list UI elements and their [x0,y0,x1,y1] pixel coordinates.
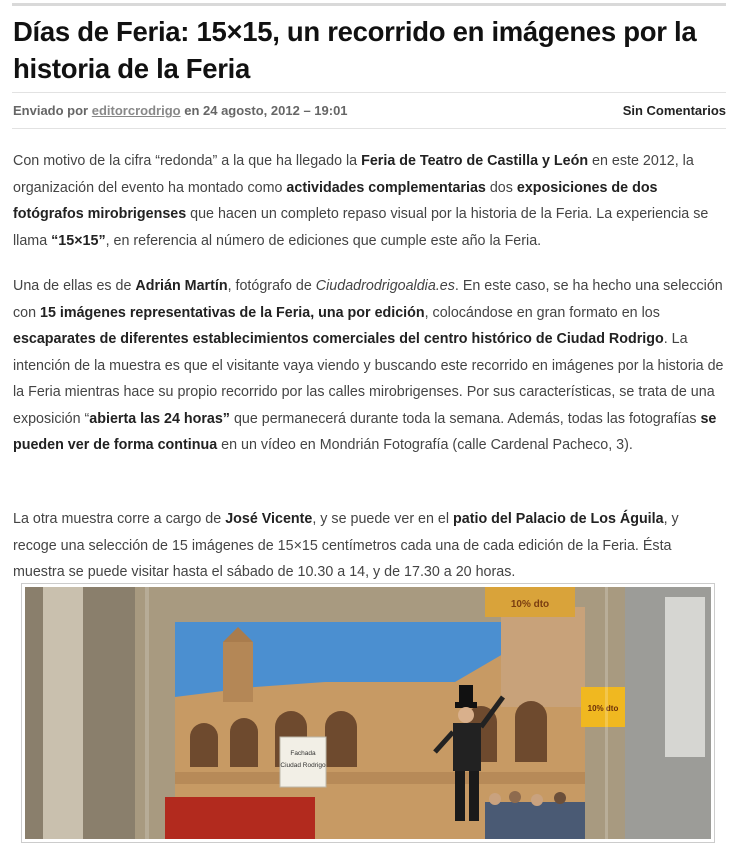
paragraph-1 [13,148,726,254]
text-run: La otra muestra corre a cargo de [13,511,226,527]
text-run: , colocándose en gran formato en los [424,304,660,321]
photo-discount-side: 10% dto [587,704,619,713]
text-run: Una de ellas es de [13,278,136,294]
bold-text: abierta las 24 horas” [89,410,230,427]
text-run: en este 2012, la organización del evento ha montado como [13,153,694,196]
article-photo-frame [21,583,715,843]
bold-text: José Vicente [225,511,313,527]
text-run: , fotógrafo de [227,278,316,294]
text-run: . La intención de la muestra es que el visitante vaya viendo y buscando este recorrido en imágenes por la historia de la Feria mientras hace su propio recorrido por las calles mirobrigenses. Por sus características, se trata de una exposición “ [13,331,724,427]
bold-text: Adrián Martín [135,278,228,294]
text-run: en un vídeo en Mondrián Fotografía (calle Cardenal Pacheco, 3). [217,437,633,453]
text-run: Con motivo de la cifra “redonda” a la que ha llegado la [13,153,362,169]
text-run: dos [485,179,517,196]
bold-text: actividades complementarias [286,179,486,196]
photo-sign-line-2: Ciudad Rodrigo [280,762,326,769]
bold-text: exposiciones de dos fotógrafos mirobrigenses [13,179,658,222]
bold-text: escaparates de diferentes establecimientos comerciales del centro histórico de Ciudad Rodrigo [13,331,664,347]
paragraph-2 [13,273,726,459]
text-run: . En este caso, se ha hecho una selección con [13,278,723,321]
post-title[interactable]: Días de Feria: 15×15, un recorrido en imágenes por la historia de la Feria [13,16,697,84]
photo-sign-line-1: Fachada [290,750,316,757]
bold-text: 15 imágenes representativas de la Feria, una por edición [40,304,425,321]
divider [12,128,726,129]
text-run: , en referencia al número de ediciones que cumple este año la Feria. [105,232,542,249]
text-run: que permanecerá durante toda la semana. Además, todas las fotografías [229,410,701,427]
italic-text: Ciudadrodrigoaldia.es [315,278,455,294]
text-run: , y se puede ver en el [312,511,454,527]
post-meta [13,101,726,121]
photo-illustration [25,587,711,839]
article-photo[interactable] [25,587,711,839]
photo-discount-top: 10% dto [510,599,550,610]
bold-text: “15×15” [51,232,106,249]
text-run: , y recoge una selección de 15 imágenes de 15×15 centímetros cada una de cada edición de la Feria. Ésta muestra se puede visitar hasta el sábado de 10.30 a 14, y de 17.30 a 20 horas. [13,511,679,580]
meta-prefix: Enviado por [13,103,89,118]
comments-link[interactable]: Sin Comentarios [622,103,726,118]
author-link[interactable]: editorcrodrigo [91,103,181,118]
paragraph-3 [13,506,726,586]
post-date: en 24 agosto, 2012 – 19:01 [184,103,348,118]
divider [12,92,726,93]
text-run: que hacen un completo repaso visual por la historia de la Feria. La experiencia se llama [13,206,709,249]
bold-text: se pueden ver de forma continua [13,410,717,453]
top-divider [12,3,726,6]
bold-text: patio del Palacio de Los Águila [453,511,664,527]
bold-text: Feria de Teatro de Castilla y León [361,153,589,169]
